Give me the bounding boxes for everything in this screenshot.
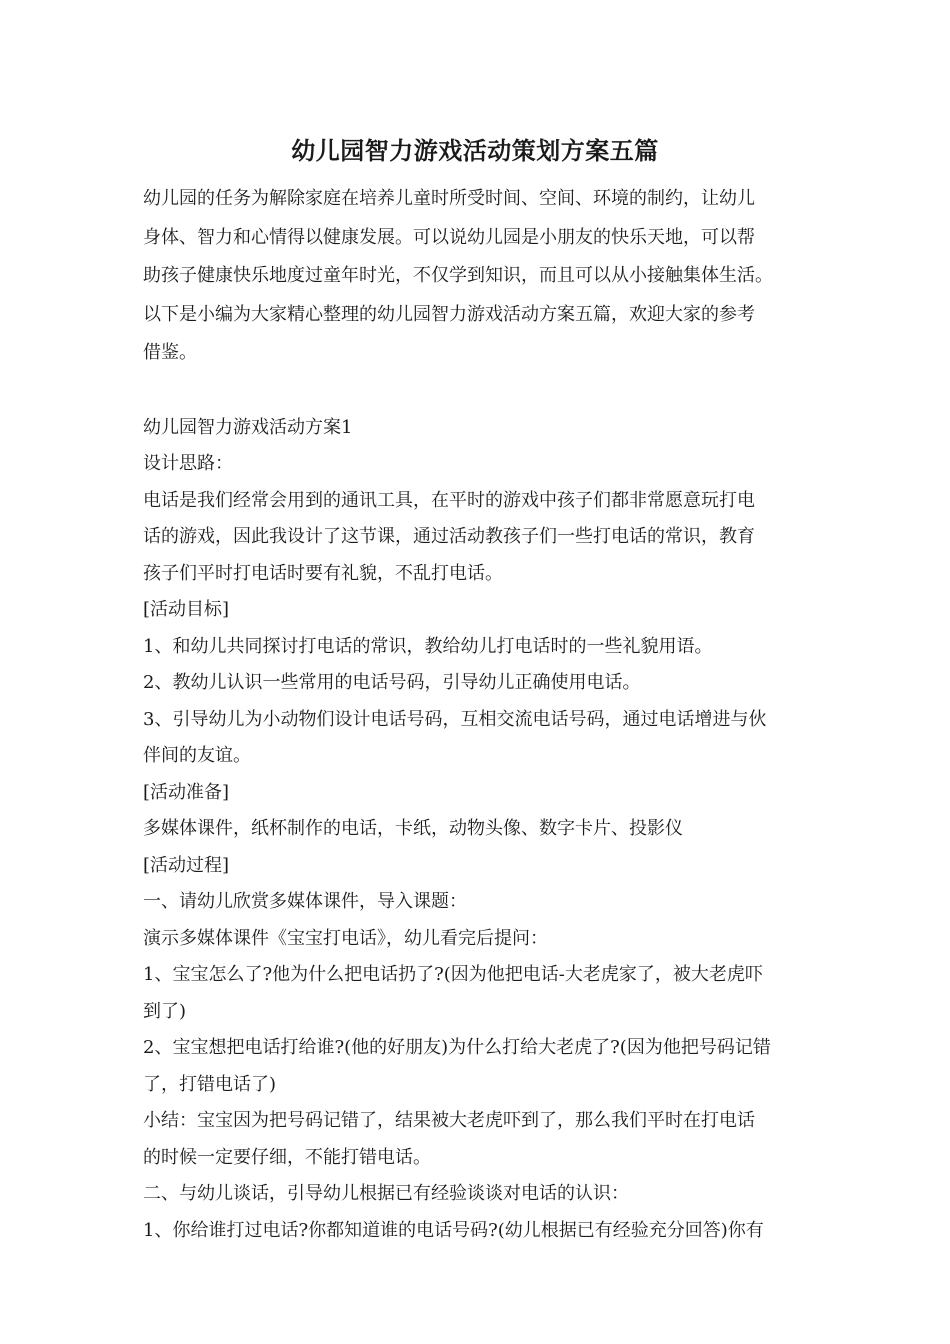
subheading: [活动过程] — [143, 854, 230, 876]
list-item: 1、和幼儿共同探讨打电话的常识，教给幼儿打电话时的一些礼貌用语。 — [143, 635, 713, 657]
list-item: 1、宝宝怎么了?他为什么把电话扔了?(因为他把电话-大老虎家了，被大老虎吓 — [143, 964, 763, 985]
intro-paragraph — [143, 180, 815, 373]
text-line: 身体、智力和心情得以健康发展。可以说幼儿园是小朋友的快乐天地，可以帮 — [143, 226, 755, 248]
paragraph-gap — [143, 373, 815, 410]
list-item: 2、教幼儿认识一些常用的电话号码，引导幼儿正确使用电话。 — [143, 672, 641, 693]
subheading: 设计思路： — [143, 453, 233, 474]
text-line: 二、与幼儿谈话，引导幼儿根据已有经验谈谈对电话的认识： — [143, 1183, 629, 1204]
document-content — [143, 180, 815, 1249]
text-line: 幼儿园的任务为解除家庭在培养儿童时所受时间、空间、环境的制约，让幼儿 — [143, 188, 755, 209]
body-text — [143, 410, 815, 1250]
subheading: [活动目标] — [143, 599, 230, 620]
text-line: 借鉴。 — [143, 342, 197, 363]
list-item: 3、引导幼儿为小动物们设计电话号码，互相交流电话号码，通过电话增进与伙 — [143, 708, 767, 730]
text-line: 话的游戏，因此我设计了这节课，通过活动教孩子们一些打电话的常识，教育 — [143, 526, 755, 547]
text-line: 助孩子健康快乐地度过童年时光，不仅学到知识，而且可以从小接触集体生活。 — [143, 265, 773, 286]
text-line: 到了) — [143, 1000, 187, 1022]
text-line: 多媒体课件，纸杯制作的电话，卡纸，动物头像、数字卡片、投影仪 — [143, 818, 683, 839]
list-item: 1、你给谁打过电话?你都知道谁的电话号码?(幼儿根据已有经验充分回答)你有 — [143, 1219, 764, 1241]
text-line: 一、请幼儿欣赏多媒体课件，导入课题： — [143, 891, 467, 912]
text-line: 小结：宝宝因为把号码记错了，结果被大老虎吓到了，那么我们平时在打电话 — [143, 1110, 755, 1131]
text-line: 的时候一定要仔细，不能打错电话。 — [143, 1146, 431, 1168]
text-line: 演示多媒体课件《宝宝打电话》，幼儿看完后提问： — [143, 927, 548, 949]
document-title: 幼儿园智力游戏活动策划方案五篇 — [291, 136, 659, 165]
section-heading: 幼儿园智力游戏活动方案1 — [143, 416, 353, 438]
text-line: 伴间的友谊。 — [143, 745, 251, 766]
list-item: 2、宝宝想把电话打给谁?(他的好朋友)为什么打给大老虎了?(因为他把号码记错 — [143, 1037, 771, 1058]
text-line: 电话是我们经常会用到的通讯工具，在平时的游戏中孩子们都非常愿意玩打电 — [143, 489, 755, 511]
text-line: 孩子们平时打电话时要有礼貌，不乱打电话。 — [143, 562, 503, 584]
text-line: 了，打错电话了) — [143, 1073, 277, 1095]
subheading: [活动准备] — [143, 781, 230, 803]
text-line: 以下是小编为大家精心整理的幼儿园智力游戏活动方案五篇，欢迎大家的参考 — [143, 303, 755, 325]
